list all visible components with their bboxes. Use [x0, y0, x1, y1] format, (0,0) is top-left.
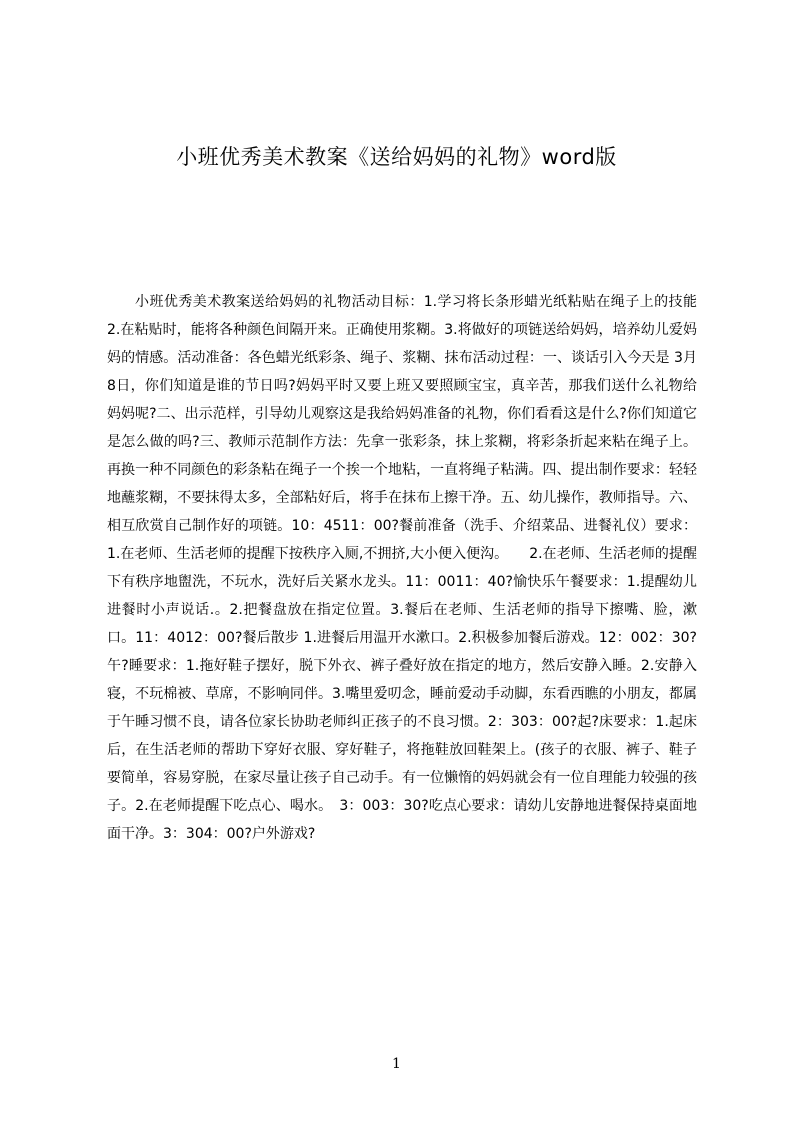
document-title: 小班优秀美术教案《送给妈妈的礼物》word版	[176, 145, 617, 169]
page-number: 1	[392, 1056, 401, 1072]
document-body-text: 小班优秀美术教案送给妈妈的礼物活动目标：1.学习将长条形蜡光纸粘贴在绳子上的技能 2.在粘贴时，能将各种颜色间隔开来。正确使用浆糊。3.将做好的项链送给妈妈，培养幼儿爱妈妈的情感。活动准备：各色蜡光纸彩条、绳子、浆糊、抹布活动过程：一、谈话引入今天是 3月8日，你们知道是谁的节日吗?妈妈平时又要上班又要照顾宝宝，真辛苦，那我们送什么礼物给妈妈呢?二、出示范样，引导幼儿观察这是我给妈妈准备的礼物，你们看看这是什么?你们知道它是怎么做的吗?三、教师示范制作方法：先拿一张彩条，抹上浆糊，将彩条折起来粘在绳子上。再换一种不同颜色的彩条粘在绳子一个挨一个地粘，一直将绳子粘满。四、提出制作要求：轻轻地蘸浆糊，不要抹得太多，全部粘好后，将手在抹布上擦干净。五、幼儿操作，教师指导。六、相互欣赏自己制作好的项链。10：4511：00?餐前准备（洗手、介绍菜品、进餐礼仪）要求：1.在老师、生活老师的提醒下按秩序入厕,不拥挤,大小便入便沟。 2.在老师、生活老师的提醒下有秩序地盥洗，不玩水，洗好后关紧水龙头。11：0011：40?愉快乐午餐要求：1.提醒幼儿进餐时小声说话.。2.把餐盘放在指定位置。3.餐后在老师、生活老师的指导下擦嘴、脸，漱口。11：4012：00?餐后散步 1.进餐后用温开水漱口。2.积极参加餐后游戏。12：002：30?午?睡要求：1.拖好鞋子摆好，脱下外衣、裤子叠好放在指定的地方，然后安静入睡。2.安静入寝，不玩棉被、草席，不影响同伴。3.嘴里爱叨念，睡前爱动手动脚，东看西瞧的小朋友，都属于午睡习惯不良，请各位家长协助老师纠正孩子的不良习惯。2：303：00?起?床要求：1.起床后，在生活老师的帮助下穿好衣服、穿好鞋子，将拖鞋放回鞋架上。(孩子的衣服、裤子、鞋子要简单，容易穿脱，在家尽量让孩子自己动手。有一位懒惰的妈妈就会有一位自理能力较强的孩子。2.在老师提醒下吃点心、喝水。 3：003：30?吃点心要求：请幼儿安静地进餐保持桌面地面干净。3：304：00?户外游戏?	[107, 294, 697, 842]
